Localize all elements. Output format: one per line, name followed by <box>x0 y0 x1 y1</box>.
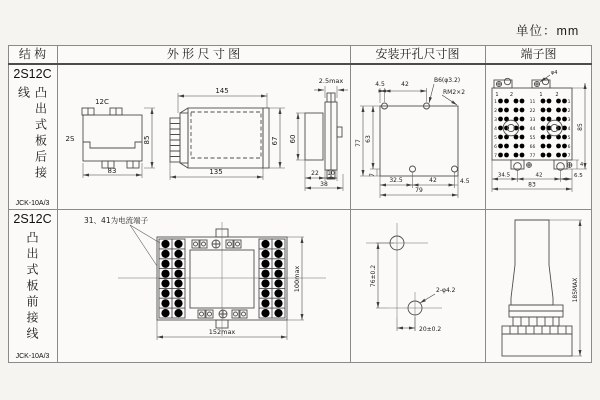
mid-label: 55 <box>529 136 536 141</box>
row-label-right: 4 <box>567 127 571 132</box>
dim-side-bottom: 135 <box>209 168 223 176</box>
mid-label: 66 <box>529 145 536 150</box>
row1-outline-drawing <box>58 65 350 209</box>
relay-front-view <box>82 108 142 168</box>
dim-hole-e: 4.5 <box>460 178 470 185</box>
row-label-left: 1 <box>494 100 497 105</box>
header-mounting-dims: 安装开孔尺寸图 <box>375 47 460 61</box>
header-outline-dims: 外 形 尺 寸 图 <box>166 47 241 61</box>
col-label: 1 <box>539 92 543 98</box>
mount-holes <box>390 236 422 315</box>
col-label: 2 <box>509 92 514 98</box>
row-label-left: 6 <box>494 145 497 150</box>
relay-profile-view <box>502 220 572 356</box>
header-terminal-diagram: 端子图 <box>520 47 557 61</box>
row1-mounting-drawing <box>350 65 485 208</box>
dim-hole-h3: 7 <box>369 173 376 177</box>
dim-front-top: 12C <box>95 98 109 106</box>
header-structure: 结 构 <box>18 47 47 61</box>
dim-side-top: 145 <box>215 87 229 95</box>
dim-plate-height: 100max <box>293 265 301 293</box>
thread-spec-label: RM2×2 <box>443 89 466 96</box>
dim-term-height: 85 <box>577 123 584 131</box>
mid-label: 33 <box>529 118 536 123</box>
dim-plate-width: 152max <box>208 328 236 336</box>
dim-term-total: 83 <box>528 181 536 189</box>
row2-side-drawing <box>485 210 592 362</box>
dim-end-height: 60 <box>289 134 297 144</box>
row1-terminal-drawing <box>485 65 592 208</box>
relay-side-view <box>170 108 269 168</box>
dim-hole-h2: 63 <box>365 135 372 143</box>
mid-label: 44 <box>529 127 536 132</box>
dim-front-width: 83 <box>107 167 117 175</box>
unit-label: 单位：mm <box>516 24 580 38</box>
dim-term-c: 6.5 <box>574 173 583 179</box>
code-row2: JCK-10A/3 <box>15 353 50 360</box>
model-row2: 2S12C <box>13 212 52 226</box>
dim-front-left: 2S <box>65 135 75 143</box>
dim-profile-height: 185MAX <box>572 277 579 303</box>
current-terminal-note: 31、41为电流端子 <box>84 216 149 225</box>
mid-label: 22 <box>529 109 536 114</box>
row-label-left: 5 <box>494 136 497 141</box>
mount-type-row2: 凸出式板前接线 <box>25 231 39 343</box>
dim-side-height: 67 <box>271 136 279 146</box>
dim-end-top: 2.5max <box>318 77 344 85</box>
row-label-right: 5 <box>567 136 571 141</box>
row2-mounting-drawing <box>350 210 485 362</box>
mount-type-row1: 凸出式板后接线 <box>16 86 48 182</box>
dim-end-c: 38 <box>320 181 328 188</box>
col-label: 1 <box>495 92 499 98</box>
dim-end-a: 22 <box>311 170 319 177</box>
dim-term-b: 42 <box>535 172 543 179</box>
row-label-right: 7 <box>567 154 571 159</box>
dim-hole-b: 42 <box>401 81 409 88</box>
terminal-screw-label: φ4 <box>551 70 558 76</box>
row-label-left: 2 <box>494 109 497 114</box>
mount-hole-label: 2-φ4.2 <box>436 287 456 294</box>
mounting-hole-outline <box>380 103 458 176</box>
dim-hole-total: 79 <box>415 187 423 194</box>
mid-label: 77 <box>529 154 536 159</box>
relay-end-view <box>305 93 342 179</box>
row-label-right: 6 <box>567 145 571 150</box>
row-label-right: 1 <box>567 100 571 105</box>
dim-hole-d: 42 <box>429 177 437 184</box>
model-row1: 2S12C <box>13 67 52 81</box>
row2-outline-drawing <box>58 210 350 362</box>
row-label-left: 4 <box>494 127 497 132</box>
dim-end-b: 10 <box>327 170 335 177</box>
dim-hole-c: 32.5 <box>389 177 403 184</box>
dim-term-a: 34.5 <box>497 172 511 179</box>
structure-cell-row2 <box>9 212 56 360</box>
dim-mount-h: 20±0.2 <box>419 326 442 333</box>
row-label-right: 3 <box>567 118 571 123</box>
row-label-left: 7 <box>494 154 497 159</box>
col-label: 2 <box>555 92 559 98</box>
dim-front-height: 85 <box>143 135 151 145</box>
row-label-left: 3 <box>494 118 497 123</box>
mid-label: 11 <box>529 100 536 105</box>
code-row1: JCK-10A/3 <box>15 200 50 207</box>
row-label-right: 2 <box>567 109 571 114</box>
dim-term-small: 4 <box>580 162 584 168</box>
structure-cell-row1 <box>9 67 56 207</box>
dim-mount-v: 76±0.2 <box>370 264 377 288</box>
dim-hole-a: 4.5 <box>375 81 385 88</box>
dim-hole-h1: 77 <box>355 139 362 147</box>
hole-spec-label: B6(φ3.2) <box>434 77 461 84</box>
